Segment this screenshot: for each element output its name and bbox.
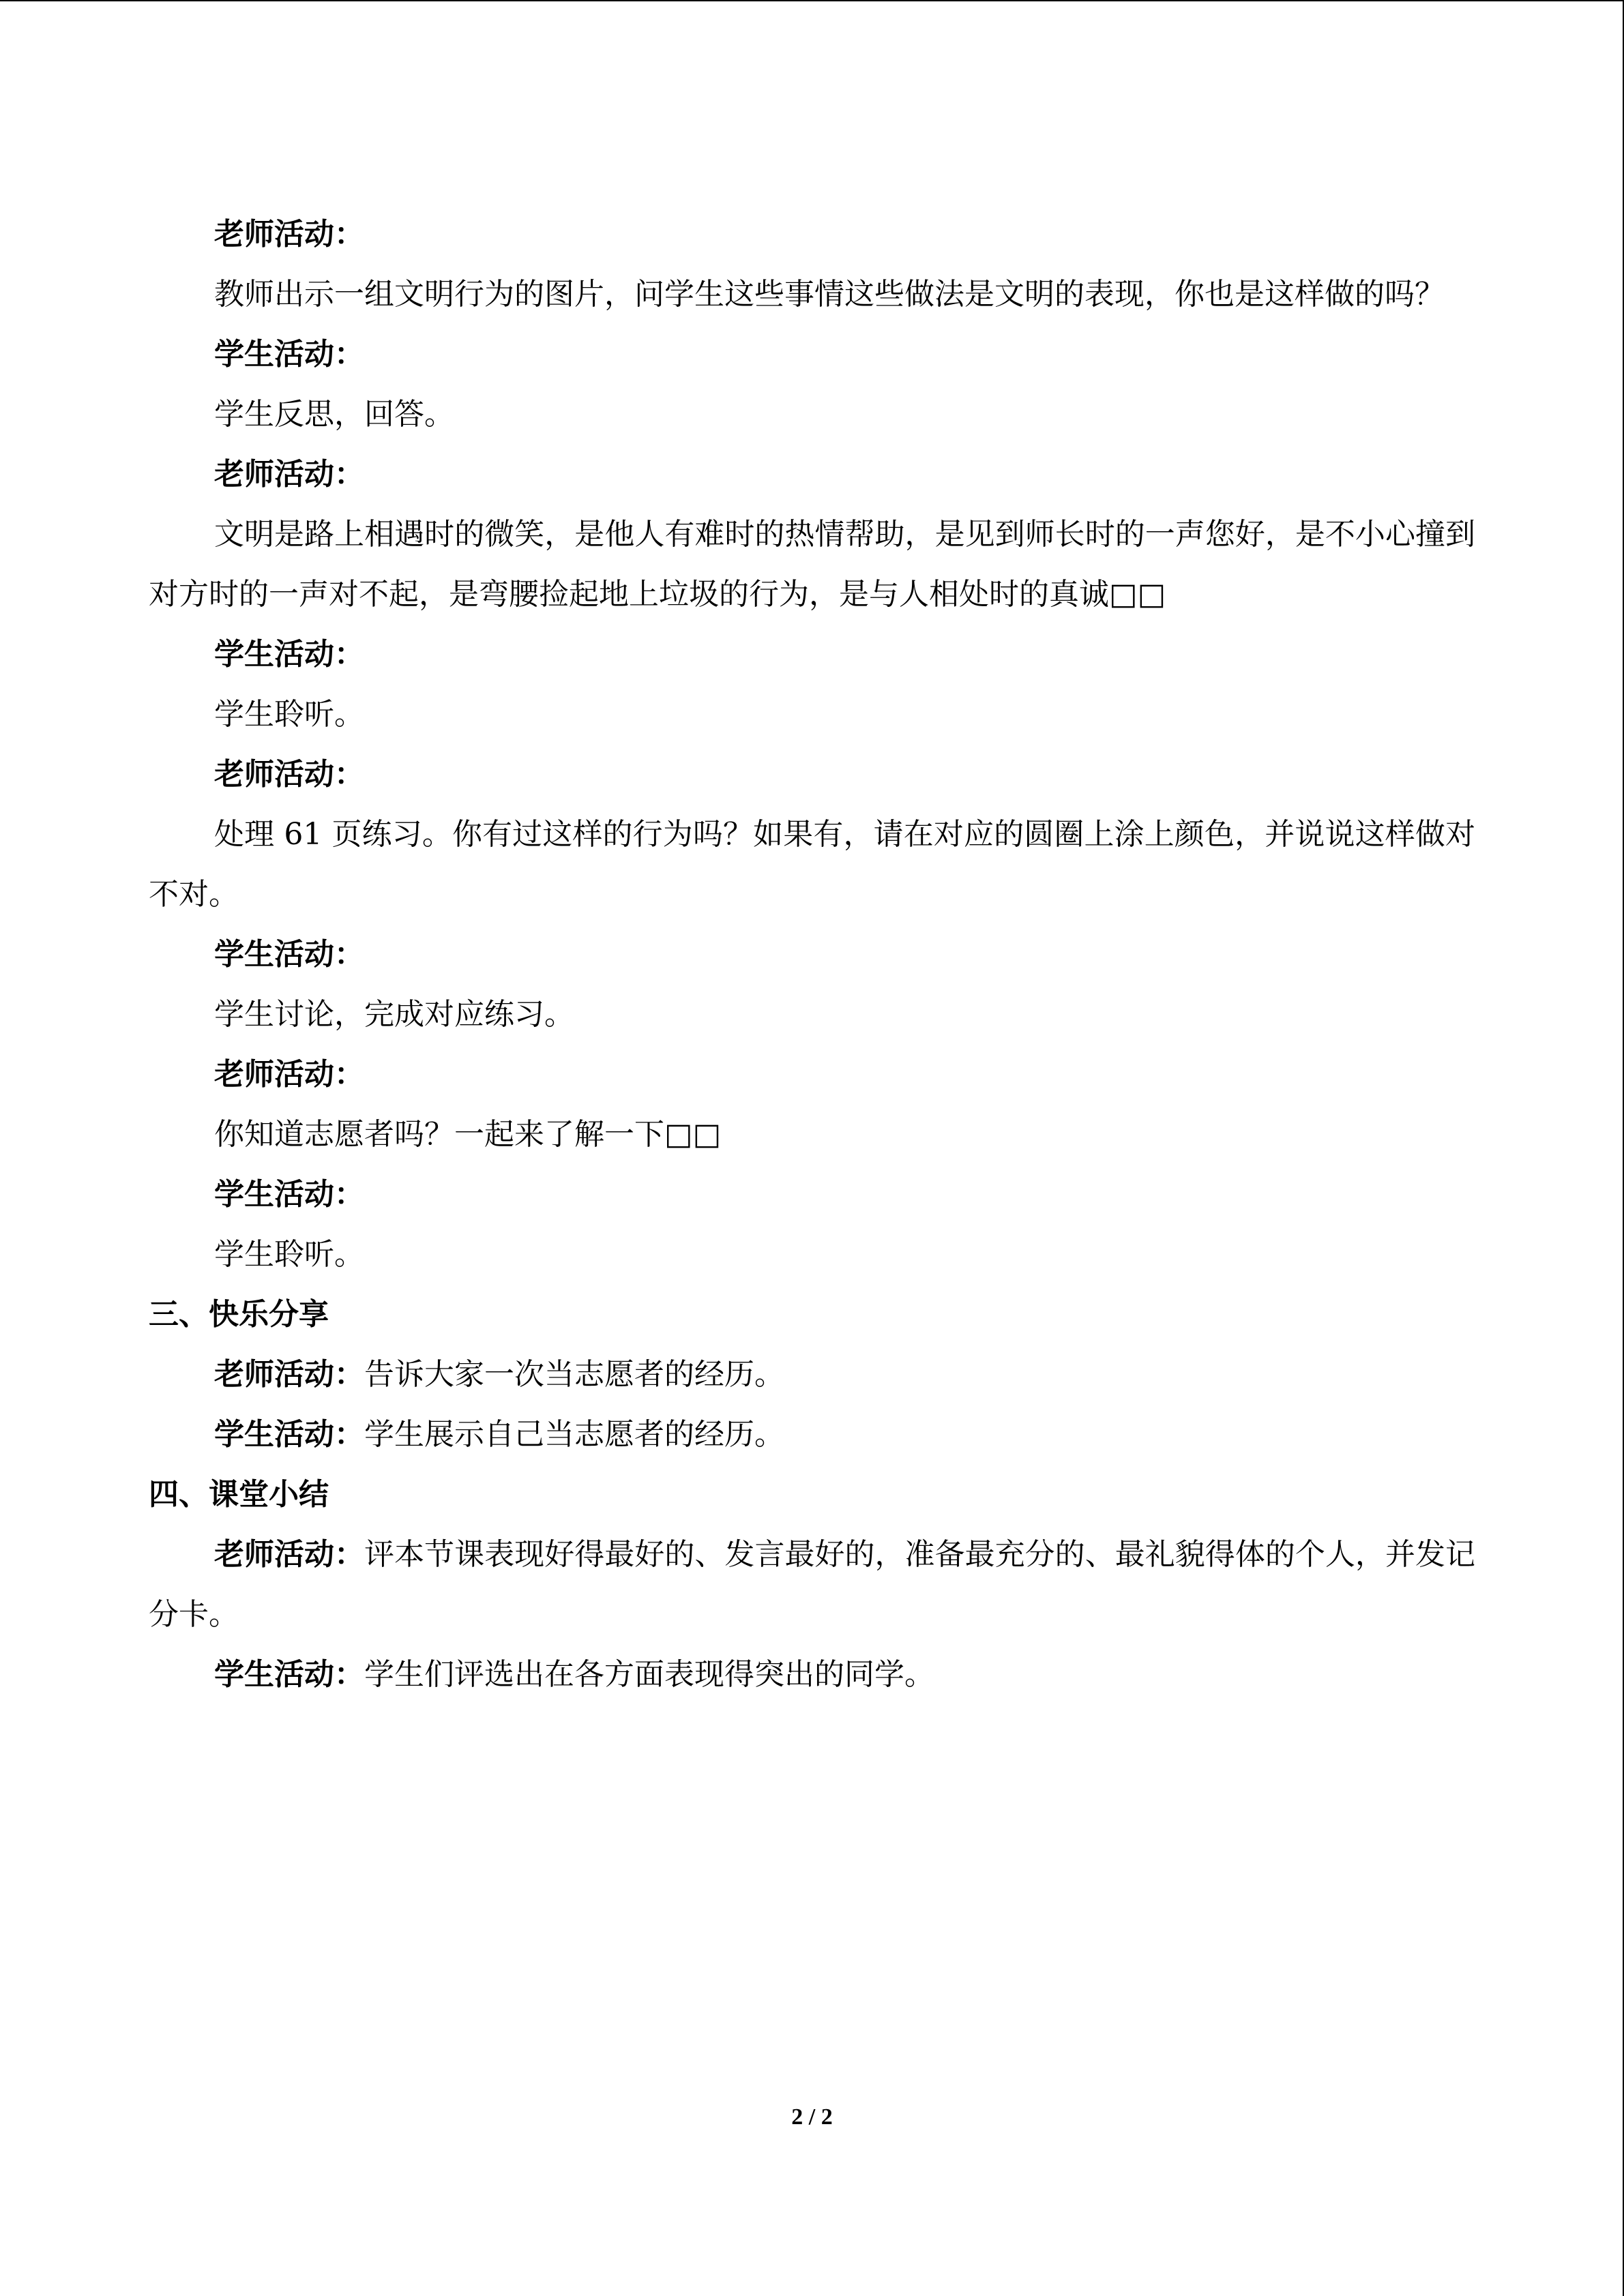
page-border-top [0,0,1624,1]
paragraph: 教师出示一组文明行为的图片，问学生这些事情这些做法是文明的表现，你也是这样做的吗？ [214,277,1445,312]
student-activity-label: 学生活动： [214,937,364,972]
paragraph-text: 评本节课表现好得最好的、发言最好的，准备最充分的、最礼貌得体的个人，并发记分卡。 [149,1537,1475,1632]
mixed-paragraph [149,1405,1475,1465]
student-activity-label: 学生活动： [214,637,364,672]
student-activity-label: 学生活动： [214,1417,364,1452]
paragraph-text: 告诉大家一次当志愿者的经历。 [364,1357,784,1392]
section-heading: 四、课堂小结 [149,1477,329,1512]
page-number: 2 / 2 [791,2104,833,2130]
paragraph: 你知道志愿者吗？一起来了解一下□□ [214,1117,722,1152]
paragraph: 学生聆听。 [214,1237,364,1272]
student-activity-label: 学生活动： [214,337,364,372]
teacher-activity-label: 老师活动： [214,457,364,492]
teacher-activity-label: 老师活动： [214,1057,364,1092]
paragraph: 学生聆听。 [214,697,364,732]
mixed-paragraph [149,1525,1475,1645]
teacher-activity-label: 老师活动： [214,1537,365,1572]
paragraph-text: 学生们评选出在各方面表现得突出的同学。 [364,1657,934,1692]
teacher-activity-label: 老师活动： [214,757,364,792]
paragraph: 文明是路上相遇时的微笑，是他人有难时的热情帮助，是见到师长时的一声您好，是不小心撞到对方时的一声对不起，是弯腰捡起地上垃圾的行为，是与人相处时的真诚□□ [149,517,1475,612]
student-activity-label: 学生活动： [214,1177,364,1212]
teacher-activity-label: 老师活动： [214,217,364,252]
mixed-paragraph [149,1345,1475,1405]
document-body [149,205,1475,1705]
paragraph: 学生反思，回答。 [214,397,454,432]
mixed-paragraph [149,1645,1475,1705]
student-activity-label: 学生活动： [214,1657,364,1692]
section-heading: 三、快乐分享 [149,1297,329,1332]
paragraph: 学生讨论，完成对应练习。 [214,997,574,1032]
paragraph: 处理 61 页练习。你有过这样的行为吗？如果有，请在对应的圆圈上涂上颜色，并说说这样做对不对。 [149,817,1475,912]
paragraph-text: 学生展示自己当志愿者的经历。 [364,1417,784,1452]
teacher-activity-label: 老师活动： [214,1357,364,1392]
